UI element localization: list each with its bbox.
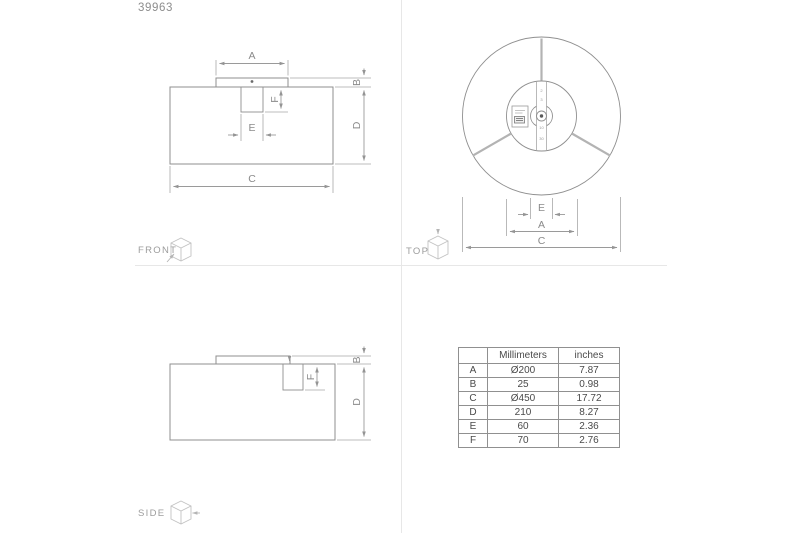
- front-view-label: FRONT: [138, 245, 178, 256]
- front-dim-label-c: C: [248, 173, 256, 185]
- front-dim-label-e: E: [248, 122, 256, 134]
- front-dim-label-d: D: [351, 121, 363, 130]
- side-canopy-outline: [216, 356, 290, 364]
- row-dim: D: [459, 406, 488, 420]
- top-socket: [530, 106, 552, 125]
- row-mm: Ø450: [488, 392, 559, 406]
- top-label-sticker: [512, 106, 528, 127]
- header-dim: [459, 348, 488, 364]
- strip-mark-2: 3: [540, 97, 543, 102]
- row-mm: 70: [488, 434, 559, 448]
- row-in: 2.76: [559, 434, 620, 448]
- top-view-drawing: [401, 0, 800, 265]
- strip-mark-1: 2: [540, 88, 543, 93]
- row-in: 17.72: [559, 392, 620, 406]
- table-row: [459, 406, 620, 420]
- header-inches: inches: [559, 348, 620, 364]
- row-dim: F: [459, 434, 488, 448]
- side-view-label: SIDE: [138, 508, 166, 519]
- strip-mark-4: 30: [539, 136, 544, 141]
- top-view-label: TOP: [406, 246, 430, 257]
- front-dim-label-a: A: [248, 50, 256, 62]
- front-dim-label-f: F: [269, 96, 281, 103]
- side-dim-label-d: D: [351, 398, 363, 406]
- row-mm: 210: [488, 406, 559, 420]
- side-view-drawing: [0, 265, 401, 533]
- top-view-cube-icon: [421, 229, 459, 263]
- side-view-cube-icon: [164, 494, 202, 528]
- top-dim-label-c: C: [537, 235, 546, 247]
- row-dim: E: [459, 420, 488, 434]
- table-row: [459, 378, 620, 392]
- front-view-drawing: [0, 0, 401, 265]
- row-in: 8.27: [559, 406, 620, 420]
- front-view-cube-icon: [164, 231, 202, 265]
- row-in: 0.98: [559, 378, 620, 392]
- product-code: 39963: [138, 2, 173, 14]
- dimensions-table: [458, 347, 620, 448]
- table-header-row: [459, 348, 620, 364]
- row-mm: 60: [488, 420, 559, 434]
- side-dim-label-b: B: [351, 356, 363, 364]
- row-dim: A: [459, 364, 488, 378]
- row-dim: B: [459, 378, 488, 392]
- front-canopy-screw-dot: [251, 80, 254, 83]
- row-in: 7.87: [559, 364, 620, 378]
- side-dim-label-f: F: [305, 373, 317, 381]
- table-row: [459, 434, 620, 448]
- top-dim-label-e: E: [537, 202, 546, 214]
- table-row: [459, 392, 620, 406]
- header-millimeters: Millimeters: [488, 348, 559, 364]
- row-in: 2.36: [559, 420, 620, 434]
- table-row: [459, 420, 620, 434]
- strip-mark-3: 10: [539, 125, 544, 130]
- top-dim-label-a: A: [537, 219, 546, 231]
- row-dim: C: [459, 392, 488, 406]
- front-dim-label-b: B: [351, 78, 363, 87]
- table-row: [459, 364, 620, 378]
- row-mm: 25: [488, 378, 559, 392]
- row-mm: Ø200: [488, 364, 559, 378]
